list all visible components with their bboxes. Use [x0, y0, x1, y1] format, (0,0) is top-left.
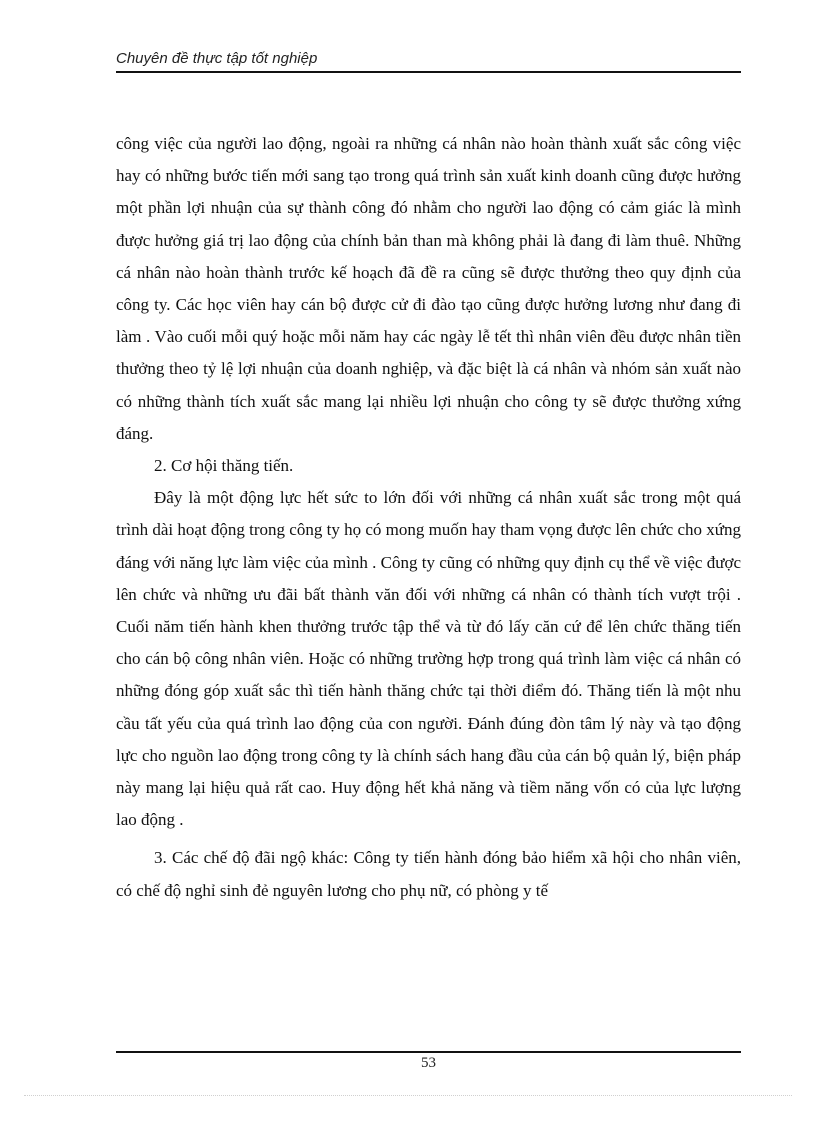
- page-number: 53: [421, 1055, 436, 1071]
- section-heading-promotion: 2. Cơ hội thăng tiến.: [154, 456, 294, 476]
- header-title: Chuyên đề thực tập tốt nghiệp: [116, 50, 318, 67]
- document-body: [116, 128, 741, 907]
- page-header: [116, 49, 741, 73]
- paragraph-promotion: Đây là một động lực hết sức to lớn đối với những cá nhân xuất sắc trong một quá trình dài hoạt động trong công ty họ có mong muốn hay tham vọng được lên chức cho xứng đáng với năng lực làm việc của mình . Công ty cũng có những quy định cụ thể về việc được lên chức và những ưu đãi bất thành văn đối với những cá nhân có thành tích vượt trội . Cuối năm tiến hành khen thưởng trước tập thể và từ đó lấy căn cứ để lên chức thăng tiến cho cán bộ công nhân viên. Hoặc có những trường hợp trong quá trình làm việc cá nhân có những đóng góp xuất sắc thì tiến hành thăng chức tại thời điểm đó. Thăng tiến là một nhu cầu tất yếu của quá trình lao động của con người. Đánh đúng đòn tâm lý này và tạo động lực cho nguồn lao động trong công ty là chính sách hang đầu của cán bộ quản lý, biện pháp này mang lại hiệu quả rất cao. Huy động hết khả năng và tiềm năng vốn có của lực lượng lao động .: [116, 488, 741, 830]
- page-edge-divider: [24, 1095, 792, 1096]
- footer-rule: [116, 1051, 741, 1053]
- paragraph-rewards-continued: công việc của người lao động, ngoài ra những cá nhân nào hoàn thành xuất sắc công việc hay có những bước tiến mới sang tạo trong quá trình sản xuất kinh doanh cũng được hưởng một phần lợi nhuận của sự thành công đó nhằm cho người lao động có cảm giác là mình được hưởng giá trị lao động của chính bản than mà không phải là đang đi làm thuê. Những cá nhân nào hoàn thành trước kế hoạch đã đề ra cũng sẽ được thưởng theo quy định của công ty. Các học viên hay cán bộ được cử đi đào tạo cũng được hưởng lương như đang đi làm . Vào cuối mỗi quý hoặc mỗi năm hay các ngày lễ tết thì nhân viên đều được nhân tiền thưởng theo tỷ lệ lợi nhuận của doanh nghiệp, và đặc biệt là cá nhân và nhóm sản xuất nào có những thành tích xuất sắc mang lại nhiều lợi nhuận cho công ty sẽ được thưởng xứng đáng.: [116, 134, 741, 443]
- paragraph-other-benefits: 3. Các chế độ đãi ngộ khác: Công ty tiến hành đóng bảo hiểm xã hội cho nhân viên, có chế độ nghỉ sinh đẻ nguyên lương cho phụ nữ, có phòng y tế: [116, 848, 741, 900]
